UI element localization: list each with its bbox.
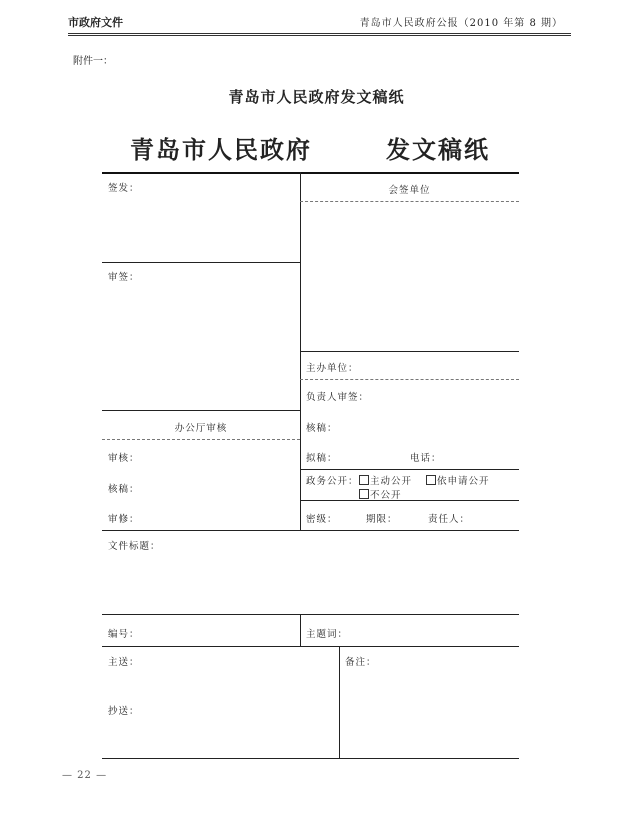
copy-to-label: 抄送： (108, 706, 140, 717)
send-to-label: 主送： (108, 657, 140, 668)
option-on-request-label: 依申请公开 (437, 476, 490, 487)
checkbox-active-disclosure[interactable] (359, 475, 369, 485)
option-active-disclosure-label: 主动公开 (370, 476, 413, 487)
publication-name: 青岛市人民政府公报（2010 年第 8 期） (359, 18, 563, 29)
countersign-bottom-rule (300, 351, 519, 352)
file-title-top-rule (102, 530, 519, 531)
number-label: 编号： (108, 629, 140, 640)
disclosure-option-on-request[interactable] (426, 473, 490, 487)
send-notes-divider (339, 646, 340, 758)
revise-label: 审修： (108, 514, 140, 525)
countersign-dashed-rule (300, 201, 519, 202)
disclosure-option-not-public[interactable] (359, 487, 402, 501)
disclosure-option-active[interactable] (359, 473, 412, 487)
keywords-label: 主题词： (306, 629, 349, 640)
person-responsible-label: 责任人： (428, 514, 471, 525)
drafting-label: 拟稿： (306, 453, 338, 464)
header-rule (68, 33, 571, 34)
form-bottom-border (102, 758, 519, 759)
secrecy-label: 密级： (306, 514, 338, 525)
host-unit-dashed-rule (300, 379, 519, 380)
attachment-label: 附件一： (73, 56, 113, 67)
office-review-label: 办公厅审核 (174, 423, 228, 434)
countersign-units-label: 会签单位 (388, 185, 431, 196)
page-number: — 22 — (62, 770, 108, 781)
period-label: 期限： (366, 514, 398, 525)
disclosure-label: 政务公开： (306, 476, 359, 487)
number-top-rule (102, 614, 519, 615)
issuance-review-divider (102, 262, 300, 263)
check-draft-label: 核稿： (108, 484, 140, 495)
header-rule-double (68, 35, 571, 36)
file-title-label: 文件标题： (108, 541, 161, 552)
office-review-top-rule (102, 410, 300, 411)
phone-label: 电话： (410, 453, 442, 464)
document-title: 青岛市人民政府发文稿纸 (228, 88, 405, 106)
review-sign-label: 审签： (108, 272, 140, 283)
drafting-bottom-rule (300, 469, 519, 470)
check-label: 核稿： (306, 423, 338, 434)
issuance-label: 签发： (108, 183, 140, 194)
responsible-review-label: 负责人审签： (306, 392, 370, 403)
form-title-type: 发文稿纸 (386, 135, 490, 164)
number-keywords-divider (300, 614, 301, 646)
send-to-top-rule (102, 646, 519, 647)
form-title-org: 青岛市人民政府 (130, 135, 312, 164)
office-review-dashed-rule (102, 439, 300, 440)
form-top-border (102, 172, 519, 174)
audit-label: 审核： (108, 453, 140, 464)
option-not-public-label: 不公开 (370, 490, 402, 501)
host-unit-label: 主办单位： (306, 363, 359, 374)
disclosure-bottom-rule (300, 500, 519, 501)
checkbox-on-request-disclosure[interactable] (426, 475, 436, 485)
section-name: 市政府文件 (68, 16, 123, 29)
checkbox-not-public[interactable] (359, 489, 369, 499)
notes-label: 备注： (345, 657, 377, 668)
